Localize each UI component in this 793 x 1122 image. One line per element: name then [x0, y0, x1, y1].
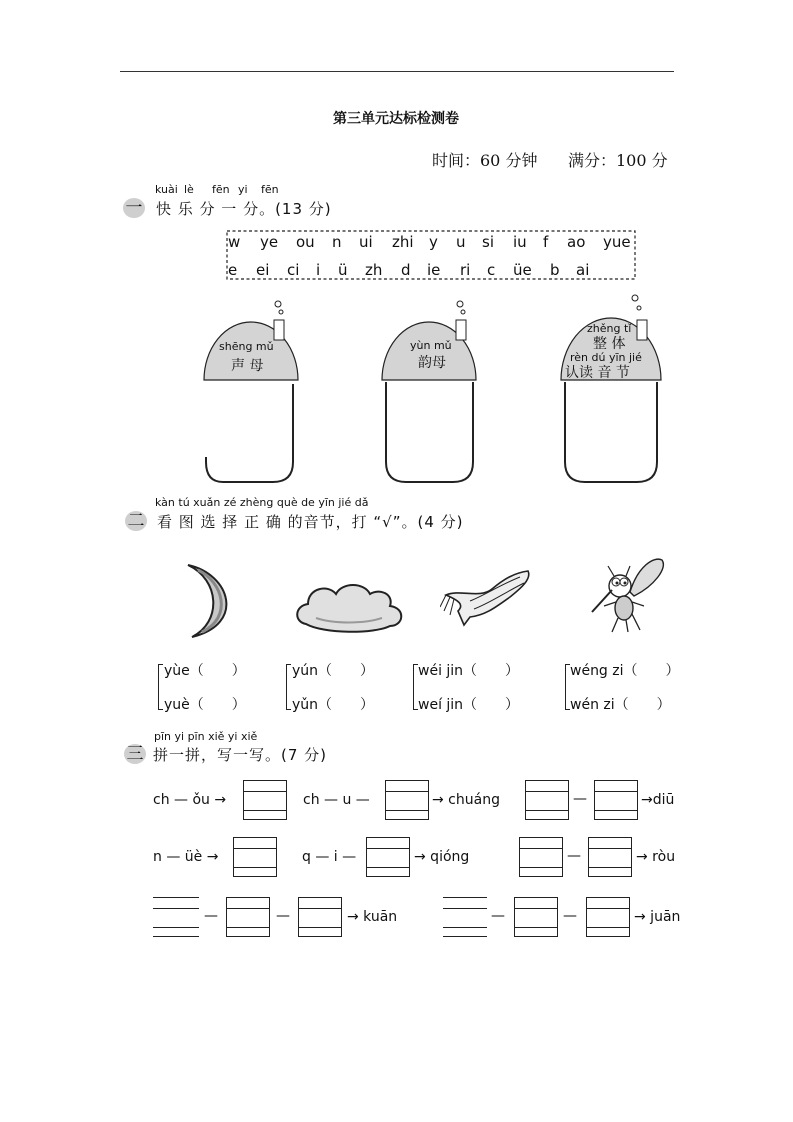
writing-box[interactable]	[588, 837, 632, 877]
option-1a[interactable]: yùe（ ）	[164, 663, 246, 679]
option-2b[interactable]: yǔn（ ）	[292, 697, 375, 713]
page-title: 第三单元达标检测卷	[333, 111, 459, 127]
letter: f	[543, 233, 549, 251]
dash: —	[573, 791, 587, 807]
brace	[286, 664, 291, 710]
writing-box[interactable]	[594, 780, 638, 820]
writing-box[interactable]	[525, 780, 569, 820]
writing-box[interactable]	[586, 897, 630, 937]
writing-box[interactable]	[385, 780, 429, 820]
option-1b[interactable]: yuè（ ）	[164, 697, 246, 713]
letter: i	[316, 261, 321, 279]
letter: zhi	[392, 233, 414, 251]
row3-text-a: → kuān	[347, 909, 398, 925]
row2-text-c: → qióng	[414, 849, 470, 865]
writing-box[interactable]	[366, 837, 410, 877]
letter: u	[456, 233, 466, 251]
dash: —	[563, 908, 577, 924]
letter: ü	[338, 261, 348, 279]
letter: ye	[260, 233, 279, 251]
row1-text-a: ch — ǒu →	[153, 792, 227, 808]
letter: d	[401, 261, 411, 279]
letter: si	[482, 233, 494, 251]
house2-pinyin: yùn mǔ	[410, 339, 452, 352]
writing-box[interactable]	[233, 837, 277, 877]
row1-text-b: ch — u —	[303, 792, 370, 808]
house-yunmu-drawing	[378, 292, 488, 487]
writing-box[interactable]	[298, 897, 342, 937]
writing-box[interactable]	[519, 837, 563, 877]
section2-number: 二	[125, 511, 147, 531]
option-4b[interactable]: wén zi（ ）	[570, 697, 671, 713]
option-3b[interactable]: weí jin（ ）	[418, 697, 520, 713]
letter: yue	[603, 233, 631, 251]
dash: —	[276, 908, 290, 924]
section1-pinyin-4: fēn	[261, 183, 279, 196]
dash: —	[491, 908, 505, 924]
letter: e	[228, 261, 238, 279]
letter: ei	[256, 261, 270, 279]
house3-pinyin-top: zhěng tǐ	[587, 322, 632, 335]
letter: ai	[576, 261, 590, 279]
letter: üe	[513, 261, 532, 279]
house3-label-bottom: 认读 音 节	[565, 365, 630, 381]
writing-box[interactable]	[514, 897, 558, 937]
writing-box[interactable]	[443, 897, 487, 937]
section1-number: 一	[123, 198, 145, 218]
section1-pinyin-1: lè	[184, 183, 194, 196]
option-3a[interactable]: wéi jin（ ）	[418, 663, 520, 679]
house-zhengti-drawing	[557, 290, 667, 487]
writing-box[interactable]	[153, 897, 199, 937]
option-4a[interactable]: wéng zi（ ）	[570, 663, 680, 679]
row2-text-a: n — üè →	[153, 849, 219, 865]
row2-text-d: → ròu	[636, 849, 676, 865]
letter: b	[550, 261, 560, 279]
letter: ci	[287, 261, 300, 279]
scarf-picture	[440, 565, 535, 627]
letter: ui	[359, 233, 373, 251]
letter: zh	[365, 261, 383, 279]
letter: ao	[567, 233, 586, 251]
letter: ie	[427, 261, 441, 279]
house1-label: 声 母	[231, 358, 264, 374]
row1-text-d: →diū	[641, 792, 675, 808]
letter: y	[429, 233, 438, 251]
row3-text-b: → juān	[634, 909, 681, 925]
house1-pinyin: shēng mǔ	[219, 340, 274, 353]
option-2a[interactable]: yún（ ）	[292, 663, 375, 679]
letter: c	[487, 261, 496, 279]
house-shengmu-drawing	[198, 292, 308, 487]
section1-pinyin-0: kuài	[155, 183, 178, 196]
time-limit: 时间：60 分钟	[432, 151, 538, 170]
writing-box[interactable]	[226, 897, 270, 937]
letter: iu	[513, 233, 527, 251]
section3-pinyin: pīn yi pīn xiě yi xiě	[154, 730, 258, 743]
full-score: 满分：100 分	[568, 151, 668, 170]
house2-label: 韵母	[418, 355, 446, 371]
section2-title: 看 图 选 择 正 确 的音节，打 “√”。(4 分)	[157, 513, 464, 531]
section2-pinyin: kàn tú xuǎn zé zhèng què de yīn jié dǎ	[155, 496, 369, 509]
row1-text-c: → chuáng	[432, 792, 500, 808]
mosquito-picture	[582, 556, 674, 636]
letter: n	[332, 233, 342, 251]
section1-pinyin-3: yi	[238, 183, 248, 196]
brace	[158, 664, 163, 710]
dash: —	[204, 908, 218, 924]
top-rule	[120, 71, 674, 72]
section3-title: 拼一拼，写一写。(7 分)	[153, 746, 328, 764]
letter: ri	[460, 261, 471, 279]
section1-pinyin-2: fēn	[212, 183, 230, 196]
letter: ou	[296, 233, 315, 251]
house3-pinyin-bottom: rèn dú yīn jié	[570, 351, 642, 364]
row2-text-b: q — i —	[302, 849, 357, 865]
section1-title: 快 乐 分 一 分。(13 分)	[156, 200, 332, 218]
letter: w	[228, 233, 241, 251]
moon-picture	[178, 562, 242, 640]
writing-box[interactable]	[243, 780, 287, 820]
cloud-picture	[294, 578, 406, 636]
section3-number: 三	[124, 744, 146, 764]
dash: —	[567, 848, 581, 864]
house3-label-top: 整 体	[593, 336, 626, 352]
